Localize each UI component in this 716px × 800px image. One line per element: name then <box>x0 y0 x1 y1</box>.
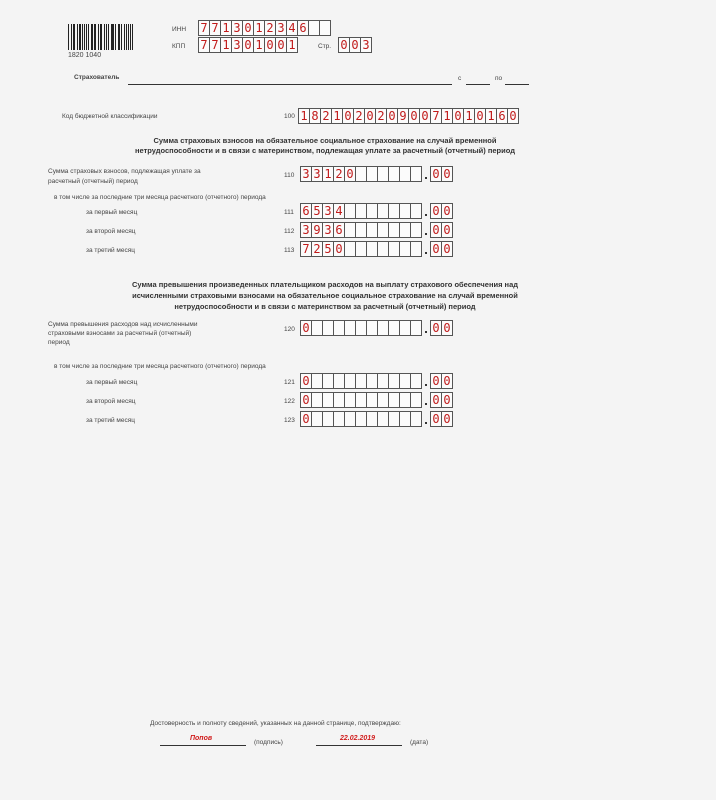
s1-total-amount-rub-cell: 2 <box>333 166 345 182</box>
kpp-cells-cell: 1 <box>286 37 298 53</box>
kpp-cells-cell: 1 <box>220 37 232 53</box>
decimal-point <box>422 166 430 182</box>
s1-month1-amount <box>300 203 453 219</box>
inn-label: ИНН <box>172 26 187 33</box>
kbk-cells-cell: 0 <box>408 108 420 124</box>
section1-heading-2: нетрудоспособности и в связи с материнством, подлежащая уплате за расчетный (отчетный) период <box>135 146 515 155</box>
barcode-bar <box>121 24 122 50</box>
s1-month3-amount-rub-cell: 2 <box>311 241 323 257</box>
kpp-cells-cell: 0 <box>275 37 287 53</box>
s1-month1-amount-rub-cell: 4 <box>333 203 345 219</box>
s1-month2-amount-rub-cell: 6 <box>333 222 345 238</box>
barcode-bar <box>77 24 78 50</box>
kbk-cells-cell: 0 <box>342 108 354 124</box>
section2-heading-1: Сумма превышения произведенных плательщиком расходов на выплату страхового обеспечения над <box>131 280 519 289</box>
s2-month1-amount-kop-cell: 0 <box>430 373 442 389</box>
s2-month2-amount-rub-cell: 0 <box>300 392 312 408</box>
barcode-bar <box>79 24 81 50</box>
s1-month2-amount-rub-cell: 9 <box>311 222 323 238</box>
s2-month1-amount-kopeks <box>430 373 453 389</box>
s2-total-label-3: период <box>48 339 70 346</box>
s2-month2-amount <box>300 392 453 408</box>
kpp-cells-cell: 7 <box>209 37 221 53</box>
barcode-bar <box>128 24 129 50</box>
kbk-cells-cell: 6 <box>496 108 508 124</box>
page-label: Стр. <box>318 43 332 50</box>
s1-month2-code: 112 <box>284 228 295 235</box>
page-cells <box>338 37 372 53</box>
inn-cells-cell: 2 <box>264 20 276 36</box>
page-cells-cell: 0 <box>349 37 361 53</box>
inn-cells-cell: 4 <box>286 20 298 36</box>
s1-total-amount-rub-cell <box>410 166 422 182</box>
s2-month3-label: за третий месяц <box>86 417 136 424</box>
barcode-number: 1820 1040 <box>68 52 102 59</box>
barcode-bar <box>112 24 114 50</box>
barcode-bar <box>119 24 120 50</box>
policyholder-line <box>128 84 452 85</box>
s2-total-amount-rub-cell <box>410 320 422 336</box>
kbk-code: 100 <box>284 113 295 120</box>
kpp-cells-cell: 7 <box>198 37 210 53</box>
kbk-cells-cell: 9 <box>397 108 409 124</box>
kbk-cells-cell: 8 <box>309 108 321 124</box>
s2-month3-amount-rub-cell: 0 <box>300 411 312 427</box>
s1-total-amount-rub-cell: 3 <box>300 166 312 182</box>
kbk-cells <box>298 108 519 124</box>
section2-heading-2: исчисленными страховыми взносами на обязательное социальное страхование на случай временной <box>132 291 518 300</box>
s2-month1-amount <box>300 373 453 389</box>
barcode-bar <box>84 24 85 50</box>
barcode-bar <box>68 24 69 50</box>
inn-cells-cell: 3 <box>231 20 243 36</box>
kbk-cells-cell: 0 <box>386 108 398 124</box>
s1-months-intro: в том числе за последние три месяца расчетного (отчетного) периода <box>54 194 266 201</box>
inn-cells <box>198 20 331 36</box>
kpp-cells-cell: 1 <box>253 37 265 53</box>
s2-month2-amount-rub-cell <box>410 392 422 408</box>
s1-month2-amount-kop-cell: 0 <box>441 222 453 238</box>
decimal-point <box>422 241 430 257</box>
barcode-bar <box>88 24 89 50</box>
s1-month2-label: за второй месяц <box>86 228 136 235</box>
s1-total-amount-kopeks <box>430 166 453 182</box>
s1-month1-amount-rub-cell <box>410 203 422 219</box>
date-line <box>316 745 402 746</box>
s1-month3-amount-kop-cell: 0 <box>430 241 442 257</box>
s1-month3-amount <box>300 241 453 257</box>
barcode-bar <box>124 24 125 50</box>
inn-cells-cell: 7 <box>209 20 221 36</box>
s1-month3-amount-kop-cell: 0 <box>441 241 453 257</box>
decimal-point <box>422 411 430 427</box>
barcode-bar <box>115 24 116 50</box>
s1-total-amount-kop-cell: 0 <box>430 166 442 182</box>
signature-caption: (подпись) <box>254 739 283 746</box>
s2-total-amount <box>300 320 453 336</box>
kbk-cells-cell: 1 <box>463 108 475 124</box>
kbk-cells-cell: 0 <box>507 108 519 124</box>
s1-month3-amount-rub-cell <box>410 241 422 257</box>
s2-month1-amount-kop-cell: 0 <box>441 373 453 389</box>
s2-month3-amount-kopeks <box>430 411 453 427</box>
s2-month2-amount-kop-cell: 0 <box>441 392 453 408</box>
s1-total-amount-rub-cell: 0 <box>344 166 356 182</box>
kbk-cells-cell: 2 <box>353 108 365 124</box>
s2-month2-amount-kopeks <box>430 392 453 408</box>
inn-cells-cell: 1 <box>253 20 265 36</box>
s2-month1-amount-rub-cell <box>410 373 422 389</box>
inn-cells-cell: 3 <box>275 20 287 36</box>
s1-month3-amount-kopeks <box>430 241 453 257</box>
barcode-bar <box>108 24 109 50</box>
decimal-point <box>422 373 430 389</box>
kbk-cells-cell: 1 <box>331 108 343 124</box>
s1-month1-label: за первый месяц <box>86 209 138 216</box>
s2-months-intro: в том числе за последние три месяца расчетного (отчетного) периода <box>54 363 266 370</box>
s1-month1-amount-kopeks <box>430 203 453 219</box>
kbk-cells-cell: 7 <box>430 108 442 124</box>
barcode-bar <box>130 24 131 50</box>
kpp-cells <box>198 37 298 53</box>
section1-heading-1: Сумма страховых взносов на обязательное социальное страхование на случай временной <box>153 136 497 145</box>
signature-line <box>160 745 246 746</box>
barcode-bar <box>91 24 92 50</box>
s2-month1-label: за первый месяц <box>86 379 138 386</box>
kpp-cells-cell: 0 <box>264 37 276 53</box>
s1-total-amount-kop-cell: 0 <box>441 166 453 182</box>
date-to-label: по <box>495 75 503 82</box>
kbk-cells-cell: 2 <box>320 108 332 124</box>
barcode-bar <box>100 24 101 50</box>
s2-total-amount-kopeks <box>430 320 453 336</box>
kpp-cells-cell: 3 <box>231 37 243 53</box>
s2-total-amount-kop-cell: 0 <box>441 320 453 336</box>
sign-date: 22.02.2019 <box>340 735 376 742</box>
s1-total-label-2: расчетный (отчетный) период <box>48 178 138 185</box>
barcode-bar <box>74 24 75 50</box>
s1-month2-amount-rub-cell: 3 <box>322 222 334 238</box>
kbk-cells-cell: 0 <box>419 108 431 124</box>
s2-month2-amount-kop-cell: 0 <box>430 392 442 408</box>
barcode-bar <box>73 24 74 50</box>
date-to-line <box>505 84 529 85</box>
kbk-cells-cell: 0 <box>474 108 486 124</box>
s2-month3-code: 123 <box>284 417 295 424</box>
kpp-cells-cell: 0 <box>242 37 254 53</box>
s1-month2-amount <box>300 222 453 238</box>
kbk-cells-cell: 2 <box>375 108 387 124</box>
s1-month1-amount-kop-cell: 0 <box>441 203 453 219</box>
barcode-bar <box>98 24 99 50</box>
s2-month1-code: 121 <box>284 379 295 386</box>
inn-cells-cell: 7 <box>198 20 210 36</box>
s1-month2-amount-kop-cell: 0 <box>430 222 442 238</box>
s2-month2-code: 122 <box>284 398 295 405</box>
s2-month2-label: за второй месяц <box>86 398 136 405</box>
date-from-label: с <box>458 75 462 82</box>
decimal-point <box>422 392 430 408</box>
date-from-line <box>466 84 490 85</box>
decimal-point <box>422 222 430 238</box>
decimal-point <box>422 203 430 219</box>
kbk-cells-cell: 0 <box>452 108 464 124</box>
s1-total-amount-rub-cell: 3 <box>311 166 323 182</box>
s1-month3-label: за третий месяц <box>86 247 136 254</box>
s2-total-amount-kop-cell: 0 <box>430 320 442 336</box>
section2-heading-3: нетрудоспособности и в связи с материнством за расчетный (отчетный) период <box>174 302 476 311</box>
barcode-bar <box>101 24 102 50</box>
kbk-cells-cell: 1 <box>298 108 310 124</box>
kbk-cells-cell: 1 <box>485 108 497 124</box>
barcode-bar <box>111 24 112 50</box>
s1-total-amount <box>300 166 453 182</box>
policyholder-label: Страхователь <box>74 74 120 81</box>
barcode-bar <box>71 24 72 50</box>
kbk-cells-cell: 0 <box>364 108 376 124</box>
barcode-bar <box>94 24 96 50</box>
inn-cells-cell: 0 <box>242 20 254 36</box>
s1-month3-amount-rub-cell: 0 <box>333 241 345 257</box>
s1-month1-amount-rub-cell: 6 <box>300 203 312 219</box>
s2-total-label-2: страховыми взносами за расчетный (отчетный) <box>48 330 192 337</box>
s1-month1-amount-kop-cell: 0 <box>430 203 442 219</box>
s1-month1-amount-rub-cell: 3 <box>322 203 334 219</box>
inn-cells-cell: 6 <box>297 20 309 36</box>
barcode-bar <box>126 24 127 50</box>
inn-cells-cell <box>319 20 331 36</box>
barcode-bar <box>132 24 133 50</box>
s1-month2-amount-rub-cell <box>410 222 422 238</box>
s2-total-amount-rub-cell: 0 <box>300 320 312 336</box>
s1-month1-amount-rub-cell: 5 <box>311 203 323 219</box>
barcode-bar <box>106 24 107 50</box>
barcode-bar <box>104 24 105 50</box>
s2-month3-amount-kop-cell: 0 <box>430 411 442 427</box>
confirm-text: Достоверность и полноту сведений, указанных на данной странице, подтверждаю: <box>150 720 401 727</box>
barcode-bar <box>86 24 87 50</box>
date-caption: (дата) <box>410 739 429 746</box>
s1-total-amount-rub-cell: 1 <box>322 166 334 182</box>
s1-total-label-1: Сумма страховых взносов, подлежащая уплате за <box>48 168 201 175</box>
s1-month2-amount-kopeks <box>430 222 453 238</box>
page-cells-cell: 3 <box>360 37 372 53</box>
decimal-point <box>422 320 430 336</box>
kpp-label: КПП <box>172 43 186 50</box>
s1-month1-code: 111 <box>284 209 294 216</box>
s2-month3-amount <box>300 411 453 427</box>
s1-month3-code: 113 <box>284 247 295 254</box>
s1-total-code: 110 <box>284 172 295 179</box>
s1-month3-amount-rub-cell: 5 <box>322 241 334 257</box>
s2-month3-amount-rub-cell <box>410 411 422 427</box>
page-cells-cell: 0 <box>338 37 350 53</box>
barcode-bar <box>82 24 83 50</box>
kbk-label: Код бюджетной классификации <box>62 113 158 120</box>
barcode-icon <box>68 24 134 50</box>
s2-month1-amount-rub-cell: 0 <box>300 373 312 389</box>
signature: Попов <box>190 735 213 742</box>
barcode-bar <box>118 24 119 50</box>
s1-month2-amount-rub-cell: 3 <box>300 222 312 238</box>
s2-month3-amount-kop-cell: 0 <box>441 411 453 427</box>
s2-total-code: 120 <box>284 326 295 333</box>
kbk-cells-cell: 1 <box>441 108 453 124</box>
s2-total-label-1: Сумма превышения расходов над исчисленными <box>48 321 198 328</box>
inn-cells-cell: 1 <box>220 20 232 36</box>
s1-month3-amount-rub-cell: 7 <box>300 241 312 257</box>
barcode-bar <box>92 24 93 50</box>
